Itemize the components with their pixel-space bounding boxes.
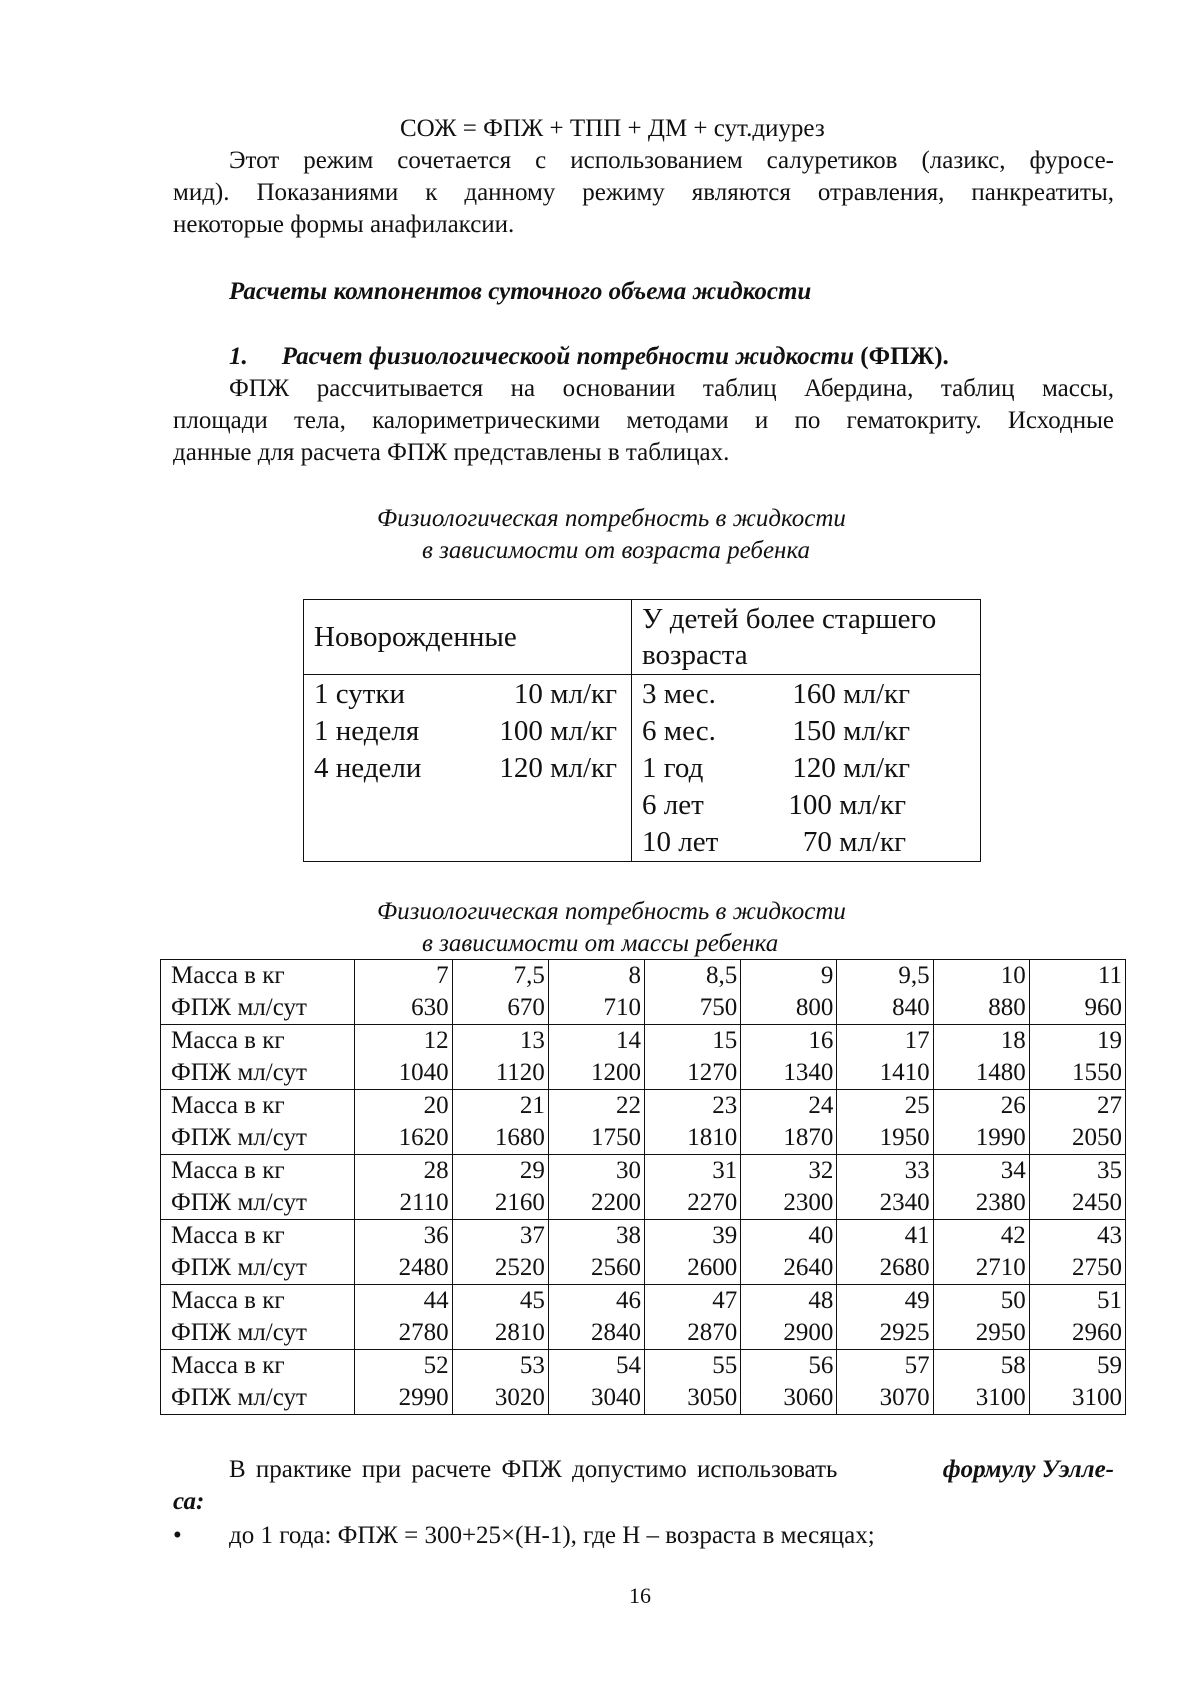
fpj-value: 2050 [1072, 1124, 1122, 1151]
paragraph-3-line-2: са: [173, 1488, 205, 1515]
fpj-label: ФПЖ мл/сут [171, 1384, 307, 1411]
mass-table-value-cell [837, 1155, 933, 1220]
mass-value: 39 [712, 1222, 738, 1249]
mass-value: 10 [1000, 962, 1026, 989]
mass-table-value-cell [354, 1350, 452, 1415]
age-table-head-newborn [304, 600, 632, 675]
mass-value: 50 [1000, 1287, 1026, 1314]
mass-value: 55 [712, 1352, 738, 1379]
formula-line: СОЖ = ФПЖ + ТПП + ДМ + сут.диурез [400, 115, 825, 142]
caption-mass-line-2: в зависимости от массы ребенка [422, 930, 779, 957]
fpj-label: ФПЖ мл/сут [171, 1059, 307, 1086]
mass-table-value-cell [1029, 1220, 1125, 1285]
mass-table-row [161, 1285, 1126, 1350]
fpj-value: 1870 [783, 1124, 834, 1151]
mass-value: 23 [712, 1092, 738, 1119]
fpj-value: 2840 [591, 1319, 641, 1346]
mass-value: 11 [1097, 962, 1122, 989]
fpj-value: 1040 [398, 1059, 449, 1086]
mass-table-value-cell [645, 960, 741, 1025]
mass-table-value-cell [354, 1220, 452, 1285]
caption-age-line-1: Физиологическая потребность в жидкости [377, 505, 846, 532]
newborn-value-1: 10 мл/кг [513, 678, 617, 710]
fpj-value: 1270 [687, 1059, 738, 1086]
fpj-value: 1810 [687, 1124, 738, 1151]
fpj-value: 2450 [1072, 1189, 1122, 1216]
fpj-value: 2680 [879, 1254, 930, 1281]
fpj-value: 2340 [879, 1189, 930, 1216]
mass-value: 54 [616, 1352, 641, 1379]
fpj-label: ФПЖ мл/сут [171, 1254, 307, 1281]
mass-table-value-cell [741, 1285, 837, 1350]
mass-value: 45 [519, 1287, 545, 1314]
fpj-value: 2200 [591, 1189, 641, 1216]
mass-value: 41 [904, 1222, 930, 1249]
fpj-value: 2750 [1072, 1254, 1122, 1281]
fpj-value: 2560 [591, 1254, 641, 1281]
age-table-head-newborn-label: Новорожденные [314, 621, 517, 653]
newborn-age-3: 4 недели [314, 752, 422, 784]
fpj-value: 2110 [399, 1189, 449, 1216]
mass-value: 12 [423, 1027, 449, 1054]
mass-table-value-cell [933, 1090, 1029, 1155]
mass-table-row [161, 1090, 1126, 1155]
caption-age-line-2: в зависимости от возраста ребенка [422, 537, 811, 564]
mass-value: 20 [423, 1092, 449, 1119]
older-age-1: 3 мес. [642, 678, 716, 710]
fpj-label: ФПЖ мл/сут [171, 1124, 307, 1151]
mass-table-value-cell [741, 1220, 837, 1285]
older-value-2: 150 мл/кг [792, 715, 910, 747]
fpj-value: 2270 [687, 1189, 738, 1216]
mass-value: 29 [519, 1157, 545, 1184]
mass-value: 43 [1097, 1222, 1122, 1249]
fpj-value: 670 [507, 994, 545, 1021]
mass-value: 7,5 [513, 962, 545, 989]
mass-value: 8 [628, 962, 641, 989]
mass-table-value-cell [645, 1220, 741, 1285]
mass-table-value-cell [452, 960, 548, 1025]
fpj-value: 2810 [494, 1319, 545, 1346]
mass-label: Масса в кг [171, 1287, 285, 1314]
bullet-1-text: до 1 года: ФПЖ = 300+25×(Н-1), где Н – возраста в месяцах; [229, 1522, 875, 1549]
mass-label: Масса в кг [171, 962, 285, 989]
fpj-value: 3040 [591, 1384, 641, 1411]
fpj-value: 2870 [687, 1319, 738, 1346]
fpj-value: 800 [795, 994, 834, 1021]
section-1-title-suffix: (ФПЖ). [854, 343, 949, 370]
newborn-value-3: 120 мл/кг [499, 752, 617, 784]
fpj-value: 2380 [975, 1189, 1026, 1216]
mass-table-value-cell [741, 1090, 837, 1155]
mass-label: Масса в кг [171, 1157, 285, 1184]
mass-value: 17 [904, 1027, 930, 1054]
section-1-title [229, 341, 949, 373]
fpj-value: 750 [699, 994, 738, 1021]
mass-value: 51 [1097, 1287, 1122, 1314]
mass-table-row [161, 1220, 1126, 1285]
mass-value: 59 [1097, 1352, 1122, 1379]
mass-table-value-cell [548, 1025, 644, 1090]
mass-table-row [161, 1350, 1126, 1415]
older-age-2: 6 мес. [642, 715, 716, 747]
fpj-value: 1550 [1072, 1059, 1122, 1086]
mass-table-value-cell [1029, 1285, 1125, 1350]
age-table-older-cell [632, 675, 981, 862]
mass-value: 26 [1000, 1092, 1026, 1119]
older-value-4: 100 мл/кг [788, 789, 906, 821]
mass-table-label-cell [161, 1350, 355, 1415]
fpj-value: 3020 [494, 1384, 545, 1411]
fpj-value: 2960 [1072, 1319, 1122, 1346]
mass-value: 58 [1000, 1352, 1026, 1379]
mass-value: 35 [1097, 1157, 1122, 1184]
mass-value: 31 [712, 1157, 738, 1184]
fpj-value: 1620 [398, 1124, 449, 1151]
mass-value: 16 [808, 1027, 834, 1054]
mass-table-value-cell [548, 1155, 644, 1220]
older-value-1: 160 мл/кг [792, 678, 910, 710]
mass-table-value-cell [741, 1350, 837, 1415]
mass-table-value-cell [548, 1285, 644, 1350]
mass-value: 22 [616, 1092, 641, 1119]
section-1-number: 1. [229, 343, 248, 370]
mass-table-value-cell [548, 1350, 644, 1415]
fpj-value: 1120 [495, 1059, 545, 1086]
fpj-value: 2300 [783, 1189, 834, 1216]
fpj-value: 1200 [591, 1059, 641, 1086]
paragraph-1-line-1: Этот режим сочетается с использованием салуретиков (лазикс, фуросе- [229, 147, 1114, 174]
mass-table-value-cell [645, 1090, 741, 1155]
mass-value: 49 [904, 1287, 930, 1314]
mass-value: 9 [820, 962, 834, 989]
fpj-value: 3050 [687, 1384, 738, 1411]
fpj-value: 1340 [783, 1059, 834, 1086]
mass-table-label-cell [161, 1025, 355, 1090]
mass-table-label-cell [161, 1090, 355, 1155]
mass-table-value-cell [1029, 1090, 1125, 1155]
mass-value: 14 [616, 1027, 641, 1054]
mass-table-value-cell [1029, 1350, 1125, 1415]
older-age-3: 1 год [642, 752, 704, 784]
paragraph-1-line-2: мид). Показаниями к данному режиму являются отравления, панкреатиты, [173, 179, 1114, 206]
mass-table-value-cell [933, 1350, 1029, 1415]
fpj-value: 2520 [494, 1254, 545, 1281]
mass-table-value-cell [933, 1155, 1029, 1220]
mass-table-value-cell [548, 1090, 644, 1155]
mass-table-value-cell [645, 1025, 741, 1090]
mass-table-row [161, 960, 1126, 1025]
mass-table-value-cell [837, 1220, 933, 1285]
mass-value: 13 [519, 1027, 545, 1054]
wells-formula-name: формулу Уэлле- [942, 1456, 1114, 1483]
older-age-5: 10 лет [642, 826, 719, 858]
fpj-value: 2640 [783, 1254, 834, 1281]
age-table-head-older-line-1: У детей более старшего [642, 603, 937, 635]
mass-value: 33 [904, 1157, 930, 1184]
mass-table-label-cell [161, 960, 355, 1025]
paragraph-2-line-1: ФПЖ рассчитывается на основании таблиц Абердина, таблиц массы, [229, 375, 1114, 402]
fpj-value: 630 [411, 994, 449, 1021]
mass-value: 30 [616, 1157, 641, 1184]
mass-table-value-cell [645, 1155, 741, 1220]
mass-table-value-cell [837, 1090, 933, 1155]
mass-table-value-cell [741, 960, 837, 1025]
mass-table-value-cell [452, 1350, 548, 1415]
mass-value: 8,5 [705, 962, 738, 989]
mass-table-value-cell [548, 960, 644, 1025]
mass-value: 37 [519, 1222, 545, 1249]
fpj-value: 2925 [879, 1319, 930, 1346]
mass-label: Масса в кг [171, 1092, 285, 1119]
paragraph-3-line-1 [229, 1454, 1114, 1486]
mass-value: 24 [808, 1092, 834, 1119]
mass-table-value-cell [933, 1025, 1029, 1090]
mass-value: 34 [1000, 1157, 1026, 1184]
mass-table-label-cell [161, 1285, 355, 1350]
fpj-value: 3100 [975, 1384, 1026, 1411]
fpj-value: 710 [603, 994, 641, 1021]
bullet-marker: • [173, 1522, 182, 1549]
fpj-value: 2480 [398, 1254, 449, 1281]
mass-table [160, 959, 1126, 1415]
mass-table-value-cell [354, 960, 452, 1025]
mass-table-row [161, 1025, 1126, 1090]
fpj-value: 3070 [879, 1384, 930, 1411]
mass-table-label-cell [161, 1155, 355, 1220]
mass-label: Масса в кг [171, 1222, 285, 1249]
fpj-value: 1750 [591, 1124, 641, 1151]
paragraph-3-text: В практике при расчете ФПЖ допустимо использовать [229, 1456, 838, 1483]
mass-value: 53 [519, 1352, 545, 1379]
fpj-value: 880 [988, 994, 1026, 1021]
mass-value: 56 [808, 1352, 834, 1379]
caption-mass-line-1: Физиологическая потребность в жидкости [377, 898, 846, 925]
mass-value: 9,5 [898, 962, 930, 989]
paragraph-2-line-3: данные для расчета ФПЖ представлены в таблицах. [173, 439, 730, 466]
older-value-3: 120 мл/кг [792, 752, 910, 784]
newborn-value-2: 100 мл/кг [499, 715, 617, 747]
newborn-age-1: 1 сутки [314, 678, 406, 710]
mass-value: 52 [423, 1352, 449, 1379]
mass-table-row [161, 1155, 1126, 1220]
fpj-value: 1410 [879, 1059, 930, 1086]
paragraph-2-line-2: площади тела, калориметрическими методами и по гематокриту. Исходные [173, 407, 1114, 434]
mass-table-value-cell [837, 1025, 933, 1090]
mass-table-value-cell [354, 1285, 452, 1350]
fpj-value: 1680 [494, 1124, 545, 1151]
mass-table-value-cell [741, 1155, 837, 1220]
mass-label: Масса в кг [171, 1352, 285, 1379]
fpj-label: ФПЖ мл/сут [171, 1189, 307, 1216]
mass-table-value-cell [837, 1350, 933, 1415]
fpj-value: 1950 [879, 1124, 930, 1151]
section-heading: Расчеты компонентов суточного объема жидкости [229, 278, 812, 305]
mass-value: 40 [808, 1222, 834, 1249]
mass-value: 47 [712, 1287, 738, 1314]
mass-value: 15 [712, 1027, 738, 1054]
page-number: 16 [629, 1583, 651, 1608]
mass-table-value-cell [741, 1025, 837, 1090]
mass-table-value-cell [354, 1025, 452, 1090]
fpj-value: 2780 [398, 1319, 449, 1346]
paragraph-1-line-3: некоторые формы анафилаксии. [173, 211, 515, 238]
newborn-age-2: 1 неделя [314, 715, 420, 747]
fpj-value: 840 [892, 994, 930, 1021]
mass-table-value-cell [354, 1090, 452, 1155]
mass-table-value-cell [354, 1155, 452, 1220]
older-age-4: 6 лет [642, 789, 704, 821]
fpj-value: 3060 [783, 1384, 834, 1411]
mass-table-value-cell [1029, 960, 1125, 1025]
age-table-newborn-cell [304, 675, 632, 862]
mass-value: 38 [616, 1222, 641, 1249]
mass-table-value-cell [933, 1285, 1029, 1350]
mass-value: 36 [423, 1222, 449, 1249]
older-value-5: 70 мл/кг [802, 826, 906, 858]
mass-value: 19 [1097, 1027, 1122, 1054]
mass-value: 44 [423, 1287, 449, 1314]
mass-value: 57 [904, 1352, 930, 1379]
fpj-value: 2900 [783, 1319, 834, 1346]
fpj-value: 2990 [398, 1384, 449, 1411]
mass-table-value-cell [837, 960, 933, 1025]
fpj-label: ФПЖ мл/сут [171, 994, 307, 1021]
fpj-label: ФПЖ мл/сут [171, 1319, 307, 1346]
mass-table-value-cell [645, 1350, 741, 1415]
mass-table-value-cell [452, 1025, 548, 1090]
age-table [303, 599, 981, 862]
mass-value: 46 [616, 1287, 641, 1314]
mass-table-value-cell [452, 1285, 548, 1350]
fpj-value: 1990 [975, 1124, 1026, 1151]
fpj-value: 2710 [975, 1254, 1026, 1281]
mass-value: 48 [808, 1287, 834, 1314]
mass-value: 42 [1000, 1222, 1026, 1249]
mass-table-value-cell [1029, 1025, 1125, 1090]
mass-value: 27 [1097, 1092, 1122, 1119]
fpj-value: 1480 [975, 1059, 1026, 1086]
mass-label: Масса в кг [171, 1027, 285, 1054]
fpj-value: 2600 [687, 1254, 738, 1281]
mass-table-value-cell [645, 1285, 741, 1350]
fpj-value: 3100 [1072, 1384, 1122, 1411]
mass-value: 25 [904, 1092, 930, 1119]
mass-value: 7 [436, 962, 449, 989]
mass-value: 18 [1000, 1027, 1026, 1054]
mass-table-label-cell [161, 1220, 355, 1285]
mass-table-value-cell [452, 1155, 548, 1220]
age-table-head-older [632, 600, 981, 675]
mass-value: 32 [808, 1157, 834, 1184]
age-table-head-older-line-2: возраста [642, 639, 748, 671]
mass-table-value-cell [548, 1220, 644, 1285]
mass-table-value-cell [933, 1220, 1029, 1285]
section-1-title-italic: Расчет физиологическоой потребности жидкости [281, 343, 855, 370]
mass-table-value-cell [452, 1220, 548, 1285]
mass-value: 21 [519, 1092, 545, 1119]
mass-table-value-cell [837, 1285, 933, 1350]
mass-table-value-cell [1029, 1155, 1125, 1220]
mass-table-value-cell [933, 960, 1029, 1025]
fpj-value: 2160 [494, 1189, 545, 1216]
fpj-value: 960 [1084, 994, 1122, 1021]
mass-table-value-cell [452, 1090, 548, 1155]
mass-value: 28 [423, 1157, 449, 1184]
fpj-value: 2950 [975, 1319, 1026, 1346]
